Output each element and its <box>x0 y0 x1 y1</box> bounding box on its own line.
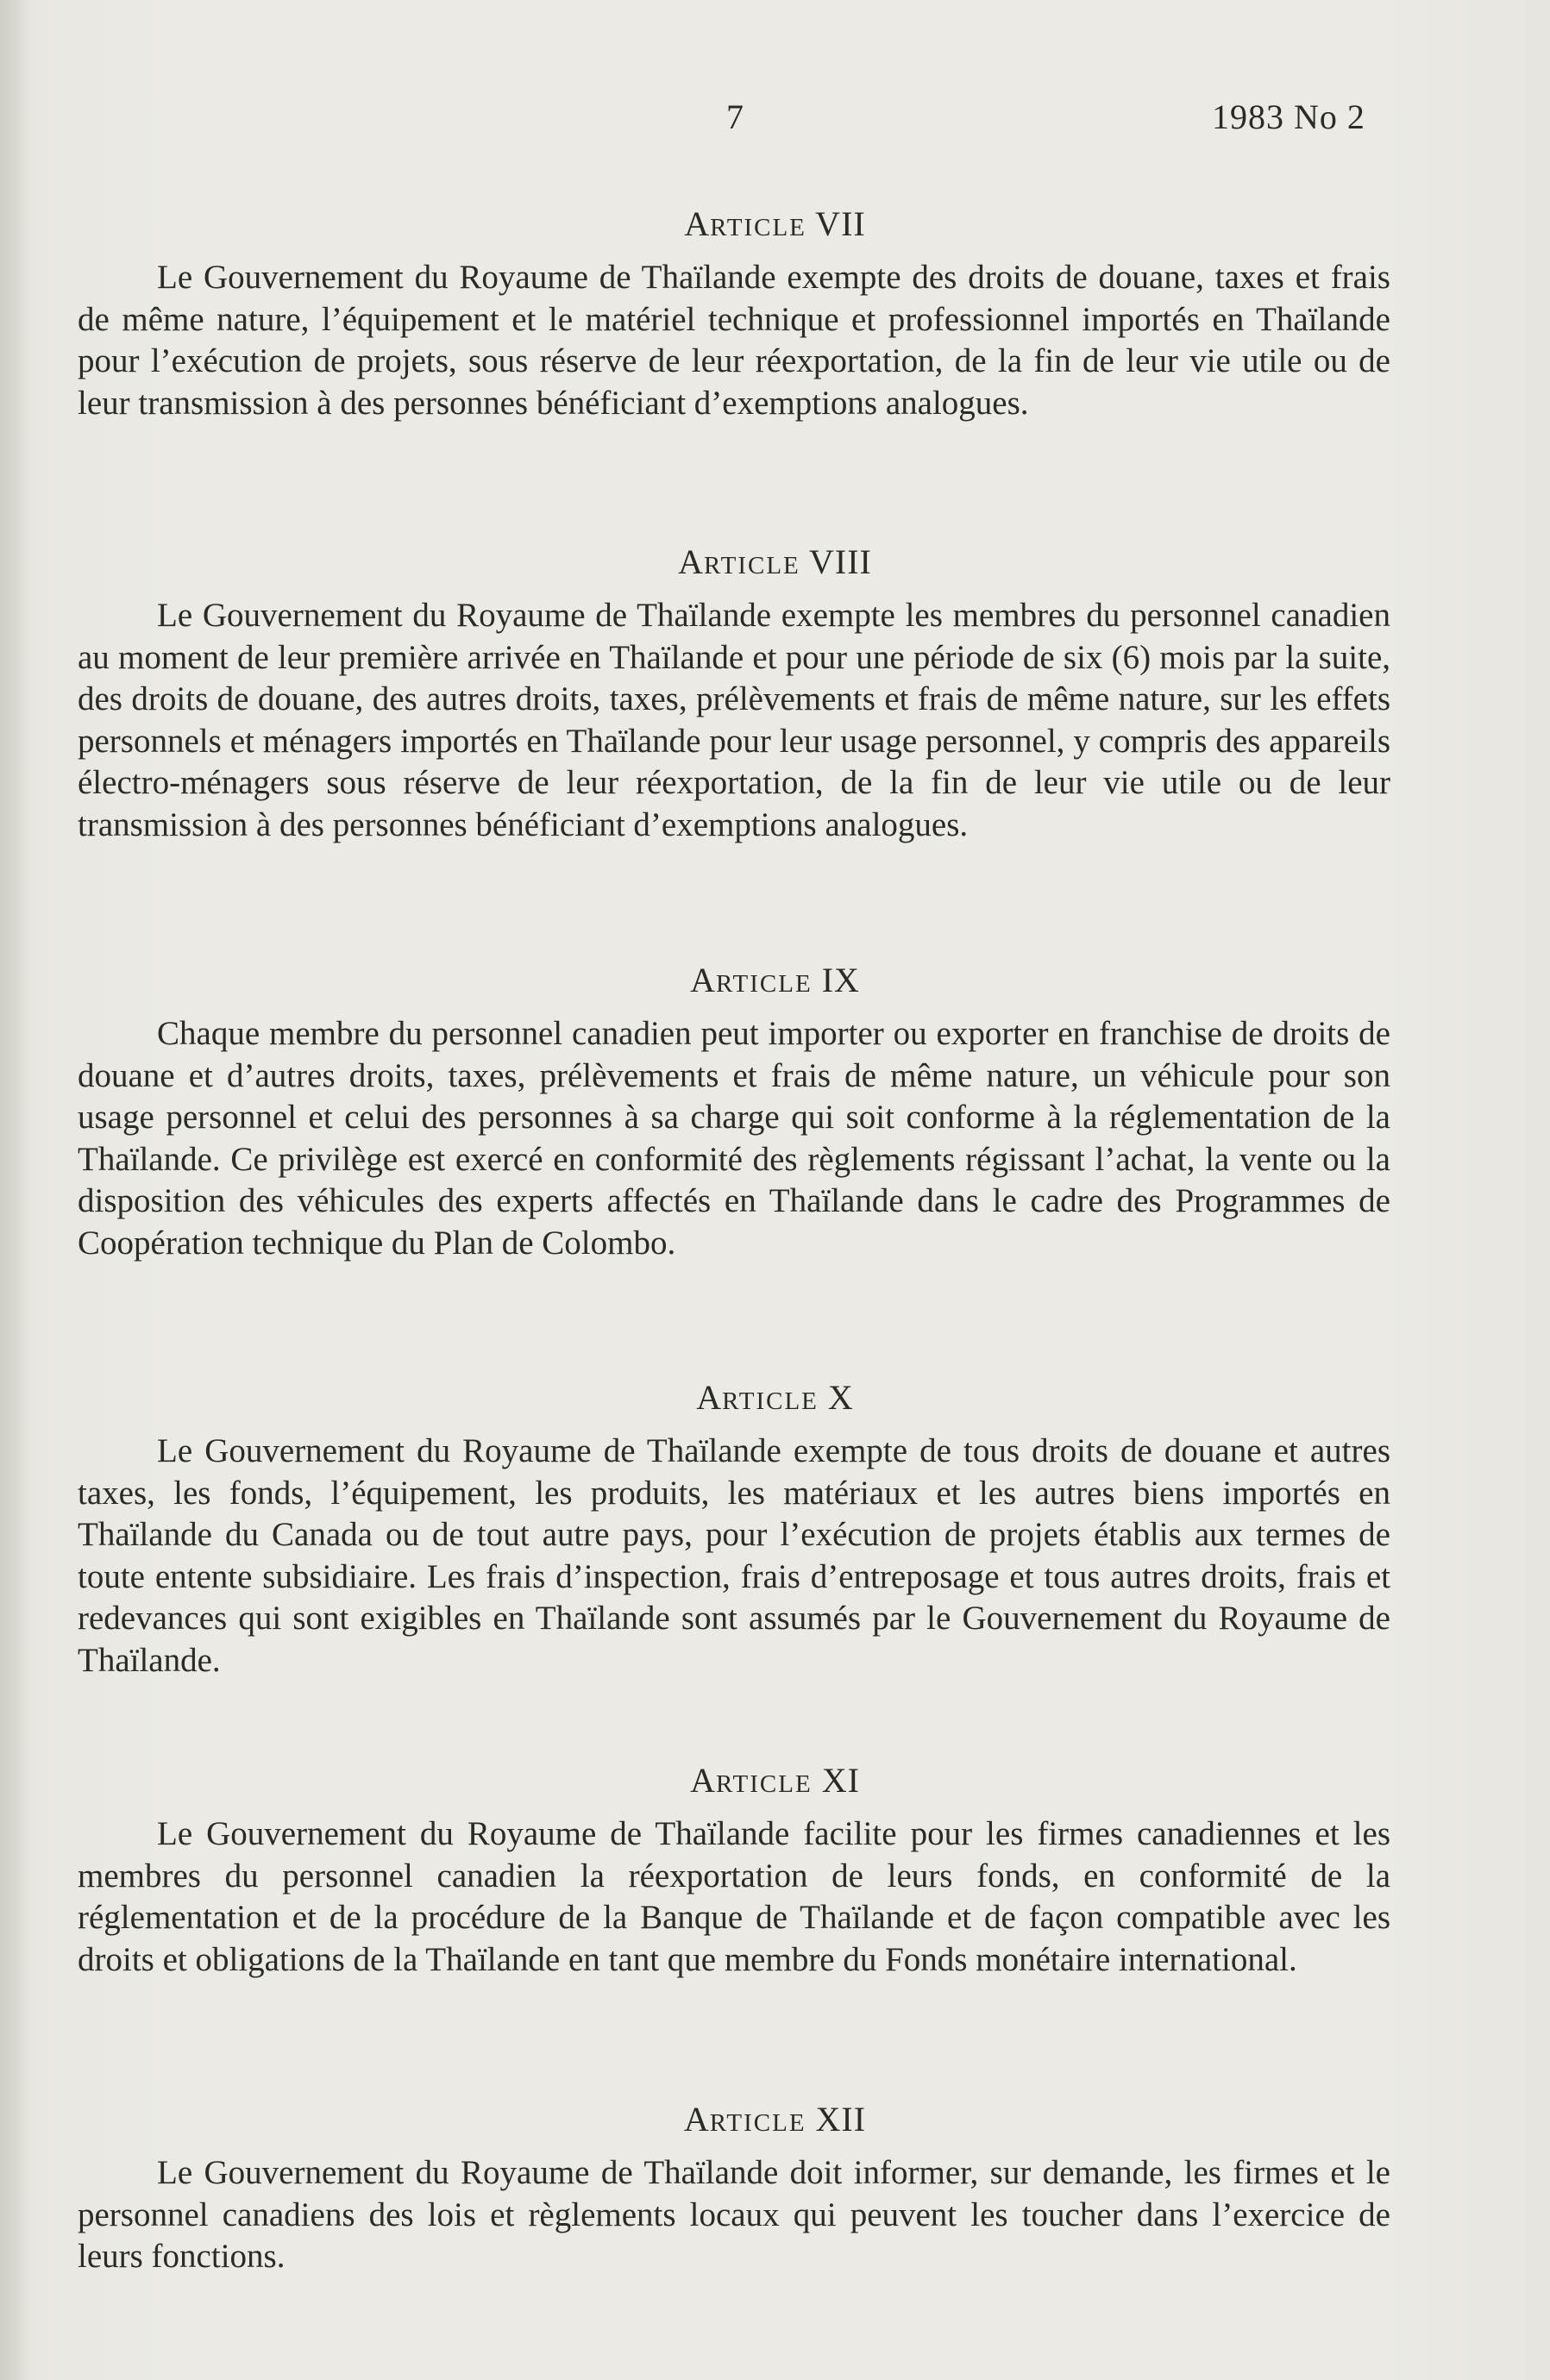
article-heading: ARTICLE XI <box>690 1761 860 1800</box>
article-heading: ARTICLE X <box>696 1378 854 1417</box>
article-text: Le Gouvernement du Royaume de Thaïlande doit informer, sur demande, les firmes et le personnel canadiens des lois et règlements locaux qui peuvent les toucher dans l’exercice de leurs fonctions. <box>78 2154 1390 2275</box>
article-heading: ARTICLE VII <box>684 204 866 243</box>
document-reference: 1983 No 2 <box>1212 97 1365 136</box>
page-binding-shadow <box>0 0 29 2380</box>
article-heading: ARTICLE VIII <box>678 542 872 581</box>
article-text: Le Gouvernement du Royaume de Thaïlande exempte de tous droits de douane et autres taxes, les fonds, l’équipement, les produits, les matériaux et les autres biens importés en Thaïlande du Canada ou de tout autre pays, pour l’exécution de projets établis aux termes de toute entente subsidiaire. Les frais d’inspection, frais d’entreposage et tous autres droits, frais et redevances qui sont exigibles en Thaïlande sont assumés par le Gouvernement du Royaume de Thaïlande. <box>78 1432 1390 1679</box>
article-heading: ARTICLE IX <box>690 961 860 999</box>
article-text: Chaque membre du personnel canadien peut importer ou exporter en franchise de droits de douane et d’autres droits, taxes, prélèvements et frais de même nature, un véhicule pour son usage personnel et celui des personnes à sa charge qui soit conforme à la réglementation de la Thaïlande. Ce privilège est exercé en conformité des règlements régissant l’achat, la vente ou la disposition des véhicules des experts affectés en Thaïlande dans le cadre des Programmes de Coopération technique du Plan de Colombo. <box>78 1015 1390 1262</box>
article-heading: ARTICLE XII <box>683 2100 867 2139</box>
article-text: Le Gouvernement du Royaume de Thaïlande exempte des droits de douane, taxes et frais de même nature, l’équipement et le matériel technique et professionnel importés en Thaïlande pour l’exécution de projets, sous réserve de leur réexportation, de la fin de leur vie utile ou de leur transmission à des personnes bénéficiant d’exemptions analogues. <box>78 259 1390 422</box>
page-header <box>0 97 1550 140</box>
page-number: 7 <box>726 97 744 136</box>
article-text: Le Gouvernement du Royaume de Thaïlande facilite pour les firmes canadiennes et les membres du personnel canadien la réexportation de leurs fonds, en conformité de la réglementation et de la procédure de la Banque de Thaïlande et de façon compatible avec les droits et obligations de la Thaïlande en tant que membre du Fonds monétaire international. <box>78 1815 1390 1978</box>
article-text: Le Gouvernement du Royaume de Thaïlande exempte les membres du personnel canadien au moment de leur première arrivée en Thaïlande et pour une période de six (6) mois par la suite, des droits de douane, des autres droits, taxes, prélèvements et frais de même nature, sur les effets personnels et ménagers importés en Thaïlande pour leur usage personnel, y compris des appareils électro-ménagers sous réserve de leur réexportation, de la fin de leur vie utile ou de leur transmission à des personnes bénéficiant d’exemptions analogues. <box>78 597 1390 843</box>
